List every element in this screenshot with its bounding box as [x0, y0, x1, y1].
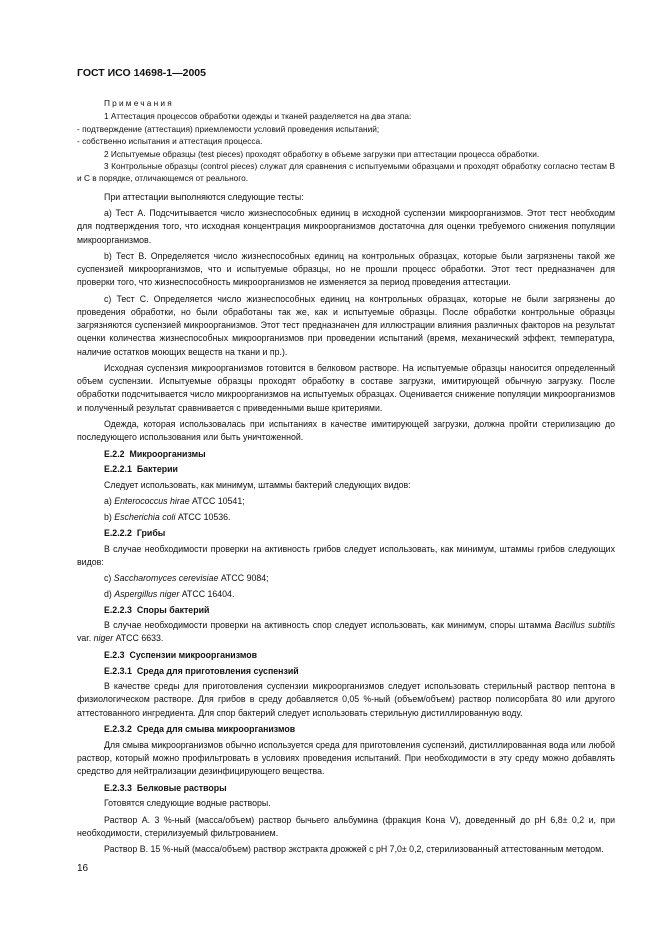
paragraph: В случае необходимости проверки на активность спор следует использовать, как минимум, споры штамма Bacillus subtilis var. niger АТСС 6633. [77, 620, 615, 644]
section-heading: Е.2.3 Суспензии микроорганизмов [104, 649, 258, 660]
section-heading: Е.2.3.1 Среда для приготовления суспензий [104, 665, 299, 676]
section-heading: Е.2.2 Микроорганизмы [104, 448, 206, 459]
section-heading: Е.2.3.3 Белковые растворы [104, 782, 227, 793]
paragraph-solution-a: Раствор А. 3 %-ный (масса/объем) раствор бычьего альбумина (фракция Кона V), доведенный до pH 6,8± 0,2 и, при необходимости, стерилизуемый фильтрованием. [77, 814, 615, 838]
paragraph-test-a: а) Тест А. Подсчитывается число жизнеспособных единиц в исходной суспензии микроорганизмов. Этот тест необходим для подтверждения того, что исходная концентрация микроорганизмов достаточна для оценки требуемого снижения популяции микроорганизмов. [77, 208, 615, 245]
notes-title: Примечания [104, 98, 174, 108]
note-line: 3 Контрольные образцы (control pieces) служат для сравнения с испытуемыми образцами и проходят обработку согласно тестам В и С в порядке, отличающемся от реального. [77, 161, 615, 184]
paragraph: Одежда, которая использовалась при испытаниях в качестве имитирующей загрузки, должна пройти стерилизацию до последующего использования или быть уничтоженной. [77, 419, 615, 443]
note-line: 2 Испытуемые образцы (test pieces) проходят обработку в объеме загрузки при аттестации процесса обработки. [104, 148, 540, 159]
section-heading: Е.2.2.3 Споры бактерий [104, 604, 210, 615]
paragraph: При аттестации выполняются следующие тесты: [104, 191, 304, 202]
paragraph: Готовятся следующие водные растворы. [104, 798, 271, 809]
paragraph: В качестве среды для приготовления суспензии микроорганизмов следует использовать стерильный раствор пептона в физиологическом растворе. Для грибов в среду добавляется 0,05 %-ный (объем/объем) раствор полисорбата 80 или другого аттестованного ингредиента. Для спор бактерий следует использовать стерильную дистиллированную воду. [77, 681, 615, 718]
paragraph-test-c: c) Тест С. Определяется число жизнеспособных единиц на контрольных образцах, которые не были загрязнены до проведения обработки, но были обработаны так же, как и испытуемые образцы. После обработки контрольные образцы загрязняются суспензией микроорганизмов. Этот тест предназначен для иллюстрации влияния различных факторов на результат оценки количества жизнеспособных микроорганизмов при проведении испытаний (время, механический эффект, температура, наличие остатков моющих веществ на ткани и пр.). [77, 293, 615, 357]
note-line: 1 Аттестация процессов обработки одежды и тканей разделяется на два этапа: [104, 111, 412, 122]
paragraph: Исходная суспензия микроорганизмов готовится в белковом растворе. На испытуемые образцы наносится определенный объем суспензии. Испытуемые образцы проходят обработку в составе загрузки, имитирующей обычную загрузку. После обработки подсчитывается число микроорганизмов на испытуемых образцах. Оценивается снижение популяции микроорганизмов и полученный результат сравнивается с приведенными выше критериями. [77, 363, 615, 413]
page-number: 16 [77, 863, 89, 874]
paragraph: Для смыва микроорганизмов обычно используется среда для приготовления суспензий, дистиллированная вода или любой раствор, который можно профильтровать в условиях проведения испытаний. При необходимости в эту среду можно добавлять средство для нейтрализации дезинфицирующего вещества. [77, 739, 615, 777]
list-item: c) Saccharomyces cerevisiae АТСС 9084; [104, 573, 269, 584]
note-line: - собственно испытания и аттестация процесса. [77, 136, 263, 147]
notes-block [77, 97, 615, 185]
paragraph-solution-b: Раствор В. 15 %-ный (масса/объем) раствор экстракта дрожжей с pH 7,0± 0,2, стерилизованный аттестованным методом. [104, 844, 604, 855]
list-item: а) Enterococcus hirae АТСС 10541; [104, 496, 245, 507]
paragraph: Следует использовать, как минимум, штаммы бактерий следующих видов: [104, 480, 411, 491]
paragraph: В случае необходимости проверки на активность грибов следует использовать, как минимум, штаммы грибов следующих видов: [77, 543, 615, 567]
section-heading: Е.2.2.1 Бактерии [104, 464, 178, 475]
list-item: b) Escherichia coli АТСС 10536. [104, 512, 231, 523]
document-header: ГОСТ ИСО 14698-1—2005 [77, 67, 206, 79]
section-heading: Е.2.2.2 Грибы [104, 527, 166, 538]
list-item: d) Aspergillus niger АТСС 16404. [104, 588, 235, 599]
section-heading: Е.2.3.2 Среда для смыва микроорганизмов [104, 724, 296, 735]
document-body [77, 97, 615, 860]
paragraph-test-b: b) Тест В. Определяется число жизнеспособных единиц на контрольных образцах, которые были загрязнены такой же суспензией микроорганизмов, что и испытуемые образцы, но не прошли процесс обработки. Этот тест предназначен для проверки того, что жизнеспособность микроорганизмов не изменяется за период проведения аттестации. [77, 251, 615, 288]
note-line: - подтверждение (аттестация) приемлемости условий проведения испытаний; [77, 123, 380, 134]
